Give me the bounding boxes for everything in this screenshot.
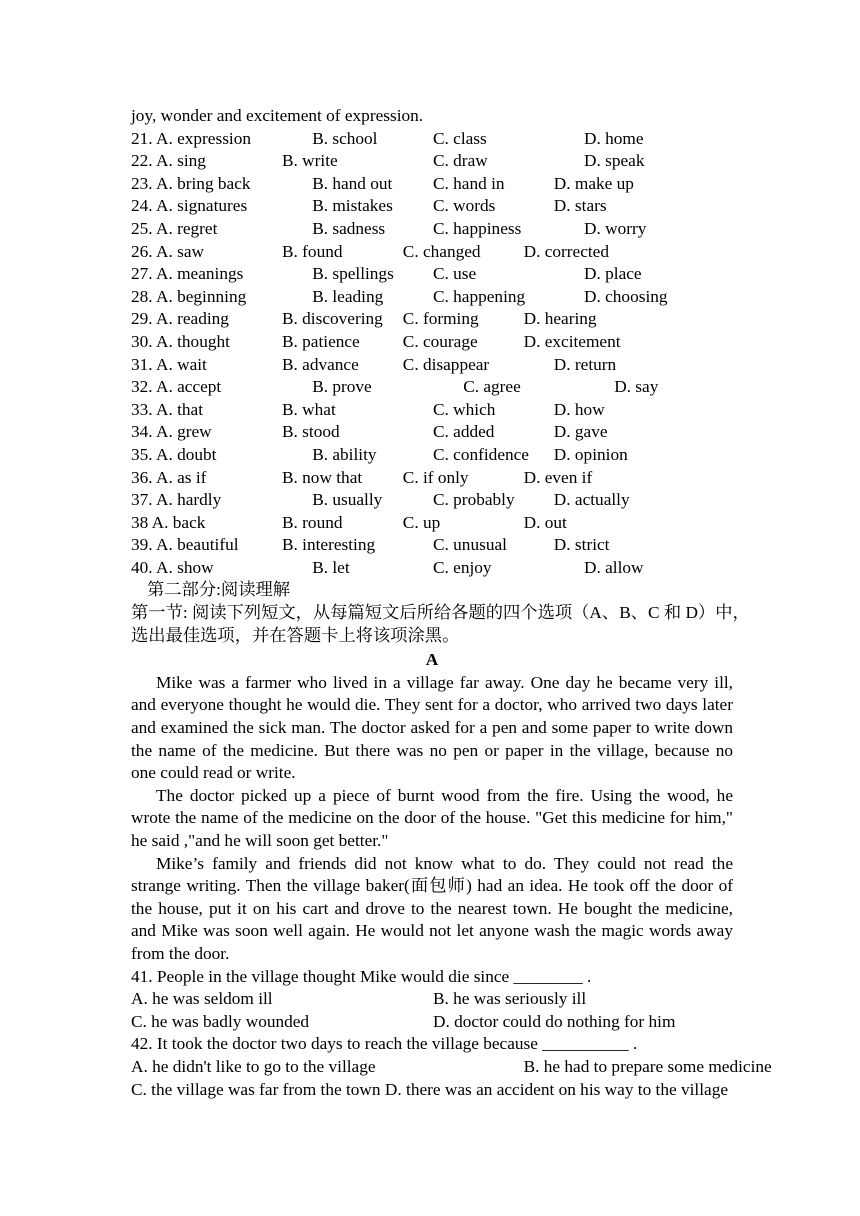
option-d: D. there was an accident on his way to the village — [384, 1079, 729, 1099]
cloze-item — [131, 467, 733, 490]
option-c: C. happening — [433, 286, 526, 306]
cloze-item — [131, 444, 733, 467]
option-a-text: A. expression — [155, 128, 252, 148]
option-b: B. ability — [312, 444, 377, 464]
option-d: D. place — [584, 264, 642, 284]
option-b: B. now that — [282, 467, 363, 487]
option-a-text: A. regret — [155, 218, 218, 238]
option-c: C. enjoy — [433, 557, 492, 577]
cloze-item — [131, 218, 733, 241]
option-b: B. interesting — [282, 535, 376, 555]
instruction-line: 第一节: 阅读下列短文，从每篇短文后所给各题的四个选项（A、B、C 和 D）中， — [131, 603, 750, 623]
question-stem: 42. It took the doctor two days to reach the village because __________ . — [131, 1034, 638, 1054]
option-b: B. found — [282, 241, 343, 261]
option-a-text: A. that — [155, 399, 204, 419]
cloze-item — [131, 399, 733, 422]
option-b: B. patience — [282, 331, 360, 351]
option-a-text: A. accept — [155, 377, 222, 397]
option-d: D. allow — [584, 557, 644, 577]
option-c: C. unusual — [433, 535, 507, 555]
option-b: B. write — [282, 151, 338, 171]
option-d: D. how — [553, 399, 605, 419]
option-a — [131, 376, 221, 399]
option-a-text: A. sing — [155, 151, 206, 171]
paragraph-line: from the door. — [131, 943, 230, 963]
option-a — [131, 263, 243, 286]
option-d: D. corrected — [523, 241, 609, 261]
cloze-item — [131, 195, 733, 218]
option-d: D. return — [553, 354, 617, 374]
paragraph-line: Mike was a farmer who lived in a village far away. One day he became very ill, — [156, 672, 733, 692]
question-number: 37. — [131, 490, 153, 510]
cloze-item — [131, 534, 733, 557]
cloze-item — [131, 286, 733, 309]
option-a — [131, 512, 205, 535]
question-number: 30. — [131, 331, 153, 351]
option-d: D. stars — [553, 196, 607, 216]
option-d: D. worry — [584, 218, 647, 238]
question-options-row — [131, 988, 733, 1011]
option-c: C. use — [433, 264, 477, 284]
option-d: D. excitement — [523, 331, 621, 351]
option-a-text: A. saw — [155, 241, 204, 261]
cloze-item — [131, 489, 733, 512]
option-b: B. he was seriously ill — [433, 989, 587, 1009]
question-number: 25. — [131, 218, 153, 238]
instruction-line: 选出最佳选项，并在答题卡上将该项涂黑。 — [131, 625, 460, 645]
option-d: D. even if — [523, 467, 593, 487]
option-a — [131, 218, 217, 241]
option-a — [131, 557, 214, 580]
cloze-item — [131, 331, 733, 354]
cloze-item — [131, 150, 733, 173]
option-b: B. what — [282, 399, 336, 419]
question-stem: 41. People in the village thought Mike would die since ________ . — [131, 966, 592, 986]
question-number: 21. — [131, 128, 153, 148]
option-a — [131, 150, 206, 173]
option-c: C. draw — [433, 151, 488, 171]
option-c: C. hand in — [433, 173, 505, 193]
option-a-text: A. grew — [155, 422, 212, 442]
cloze-item — [131, 421, 733, 444]
paragraph-line: and Mike was soon well again. He would not let anyone wash the magic words away — [131, 921, 733, 941]
option-a — [131, 195, 247, 218]
option-a — [131, 467, 206, 490]
passage-title: A — [425, 650, 439, 670]
cloze-item — [131, 376, 733, 399]
option-d: D. doctor could do nothing for him — [433, 1011, 676, 1031]
paragraph-line: the name of the medicine. But there was no pen or paper in the village, because no — [131, 740, 733, 760]
cloze-item — [131, 173, 733, 196]
option-c: C. he was badly wounded — [131, 1011, 310, 1031]
option-c: C. class — [433, 128, 487, 148]
paragraph-line: the house, put it on his cart and drove to the nearest town. He bought the medicine, — [131, 898, 733, 918]
question-number: 26. — [131, 241, 153, 261]
option-a-text: A. wait — [155, 354, 207, 374]
option-a-text: A. bring back — [155, 173, 251, 193]
paragraph-line: and everyone thought he would die. They sent for a doctor, who arrived two days later — [131, 695, 733, 715]
option-b: B. usually — [312, 490, 383, 510]
option-a-text: A. beginning — [155, 286, 247, 306]
question-number: 27. — [131, 264, 153, 284]
question-number: 39. — [131, 535, 153, 555]
option-a-text: A. as if — [155, 467, 207, 487]
paragraph-line: wrote the name of the medicine on the door of the house. "Get this medicine for him," — [131, 808, 733, 828]
option-a — [131, 128, 251, 151]
option-b: B. discovering — [282, 309, 383, 329]
option-c: C. words — [433, 196, 496, 216]
option-c: C. added — [433, 422, 495, 442]
paragraph-line: strange writing. Then the village baker(面包师) had an idea. He took off the door of — [131, 876, 733, 896]
option-b: B. stood — [282, 422, 340, 442]
cloze-item — [131, 557, 733, 580]
option-c: C. the village was far from the town — [131, 1079, 381, 1099]
option-c: C. courage — [402, 331, 478, 351]
option-c: C. which — [433, 399, 496, 419]
option-d: D. home — [584, 128, 644, 148]
option-a: A. he was seldom ill — [131, 989, 273, 1009]
option-a — [131, 534, 239, 557]
question-options-row — [131, 1079, 733, 1102]
option-a — [131, 421, 212, 444]
option-a-text: A. beautiful — [155, 535, 239, 555]
option-c: C. confidence — [433, 444, 529, 464]
option-a-text: A. show — [155, 557, 214, 577]
question-number: 32. — [131, 377, 153, 397]
option-a — [131, 173, 251, 196]
cloze-item — [131, 308, 733, 331]
cloze-item — [131, 354, 733, 377]
question-options-row — [131, 1056, 772, 1079]
option-b: B. hand out — [312, 173, 393, 193]
option-b: B. prove — [312, 377, 372, 397]
option-a-text: A. signatures — [155, 196, 248, 216]
option-d: D. strict — [553, 535, 610, 555]
option-a — [131, 286, 246, 309]
question-number: 40. — [131, 557, 153, 577]
option-a-text: A. hardly — [155, 490, 222, 510]
question-number: 29. — [131, 309, 153, 329]
paragraph — [131, 672, 733, 785]
paragraph-line: one could read or write. — [131, 763, 296, 783]
option-b: B. sadness — [312, 218, 386, 238]
option-a — [131, 308, 229, 331]
question-number: 24. — [131, 196, 153, 216]
page-content — [131, 105, 772, 1101]
question-number: 34. — [131, 422, 153, 442]
option-d: D. gave — [553, 422, 608, 442]
paragraph-line: The doctor picked up a piece of burnt wood from the fire. Using the wood, he — [156, 785, 733, 805]
option-d: D. hearing — [523, 309, 597, 329]
paragraph-line: he said ,"and he will soon get better." — [131, 831, 389, 850]
option-a — [131, 241, 204, 264]
option-a-text: A. thought — [155, 331, 230, 351]
option-a-text: A. back — [151, 512, 206, 532]
option-c: C. disappear — [402, 354, 490, 374]
paragraph-line: Mike’s family and friends did not know what to do. They could not read the — [156, 853, 733, 873]
option-a-text: A. reading — [155, 309, 229, 329]
option-b: B. advance — [282, 354, 359, 374]
option-a — [131, 489, 221, 512]
option-d: D. actually — [553, 490, 630, 510]
cloze-item — [131, 512, 733, 535]
option-d: D. out — [523, 512, 567, 532]
paragraph — [131, 785, 733, 853]
question-options-row — [131, 1011, 733, 1034]
option-b: B. school — [312, 128, 378, 148]
option-c: C. forming — [402, 309, 479, 329]
option-c: C. happiness — [433, 218, 522, 238]
question-number: 31. — [131, 354, 153, 374]
paragraph — [131, 853, 733, 966]
option-a — [131, 331, 230, 354]
option-b: B. let — [312, 557, 350, 577]
option-a: A. he didn't like to go to the village — [131, 1056, 376, 1076]
question-number: 36. — [131, 467, 153, 487]
cloze-item — [131, 263, 733, 286]
part-title: 第二部分:阅读理解 — [147, 580, 291, 600]
question-number: 33. — [131, 399, 153, 419]
question-number: 35. — [131, 444, 153, 464]
option-d: D. say — [614, 377, 659, 397]
option-a — [131, 444, 216, 467]
option-a — [131, 399, 203, 422]
question-number: 38 — [131, 512, 149, 532]
option-b: B. mistakes — [312, 196, 393, 216]
option-a-text: A. meanings — [155, 264, 244, 284]
option-a — [131, 354, 207, 377]
option-a-text: A. doubt — [155, 444, 217, 464]
option-d: D. choosing — [584, 286, 668, 306]
question-number: 28. — [131, 286, 153, 306]
option-c: C. agree — [463, 377, 521, 397]
option-b: B. leading — [312, 286, 384, 306]
option-b: B. spellings — [312, 264, 394, 284]
option-b: B. he had to prepare some medicine — [523, 1056, 772, 1076]
question-number: 23. — [131, 173, 153, 193]
option-c: C. if only — [402, 467, 469, 487]
option-d: D. speak — [584, 151, 645, 171]
paragraph-line: and examined the sick man. The doctor asked for a pen and some paper to write down — [131, 718, 733, 738]
option-b: B. round — [282, 512, 343, 532]
cloze-item — [131, 241, 733, 264]
cloze-item — [131, 128, 733, 151]
option-c: C. probably — [433, 490, 515, 510]
option-d: D. opinion — [553, 444, 628, 464]
option-c: C. up — [402, 512, 441, 532]
option-c: C. changed — [402, 241, 481, 261]
question-number: 22. — [131, 151, 153, 171]
option-d: D. make up — [553, 173, 634, 193]
passage-tail-line: joy, wonder and excitement of expression. — [131, 106, 424, 125]
